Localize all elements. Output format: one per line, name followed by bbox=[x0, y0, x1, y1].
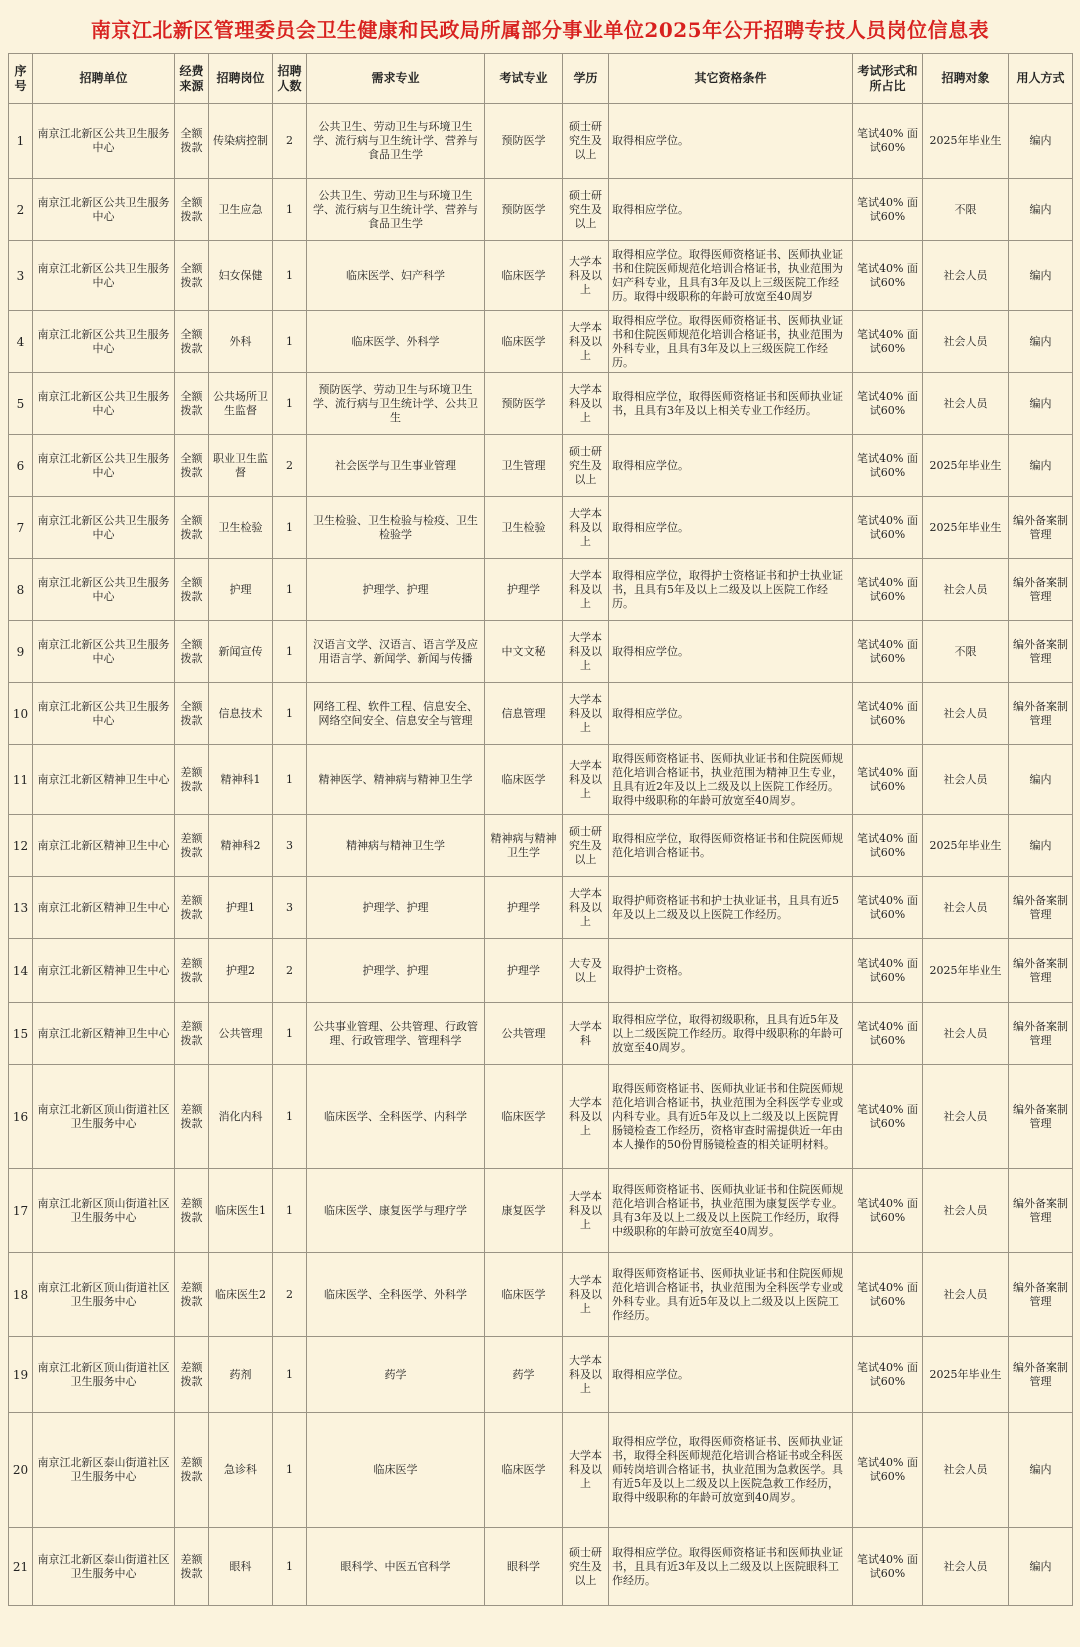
cell-major: 眼科学、中医五官科学 bbox=[307, 1528, 485, 1606]
header-cell: 考试专业 bbox=[485, 54, 563, 104]
table-row bbox=[9, 939, 1073, 1003]
cell-exam: 护理学 bbox=[485, 939, 563, 1003]
cell-cond: 取得医师资格证书、医师执业证书和住院医师规范化培训合格证书，执业范围为精神卫生专业，且具有近2年及以上二级及以上医院工作经历。取得中级职称的年龄可放宽至40周岁。 bbox=[609, 745, 853, 815]
cell-unit: 南京江北新区公共卫生服务中心 bbox=[33, 621, 175, 683]
cell-post: 公共管理 bbox=[209, 1003, 273, 1065]
header-cell: 序号 bbox=[9, 54, 33, 104]
cell-major: 社会医学与卫生事业管理 bbox=[307, 435, 485, 497]
cell-count: 1 bbox=[273, 497, 307, 559]
header-cell: 招聘岗位 bbox=[209, 54, 273, 104]
cell-cond: 取得相应学位。取得医师资格证书、医师执业证书和住院医师规范化培训合格证书，执业范围为妇产科专业，且具有3年及以上三级医院工作经历。取得中级职称的年龄可放宽至40周岁 bbox=[609, 241, 853, 311]
cell-no: 11 bbox=[9, 745, 33, 815]
cell-post: 公共场所卫生监督 bbox=[209, 373, 273, 435]
table-row bbox=[9, 683, 1073, 745]
cell-post: 临床医生2 bbox=[209, 1253, 273, 1337]
cell-target: 社会人员 bbox=[923, 877, 1009, 939]
table-row bbox=[9, 621, 1073, 683]
cell-target: 2025年毕业生 bbox=[923, 1337, 1009, 1413]
cell-post: 药剂 bbox=[209, 1337, 273, 1413]
cell-cond: 取得相应学位。 bbox=[609, 621, 853, 683]
cell-exam: 临床医学 bbox=[485, 745, 563, 815]
cell-no: 5 bbox=[9, 373, 33, 435]
cell-unit: 南京江北新区公共卫生服务中心 bbox=[33, 179, 175, 241]
cell-edu: 大学本科及以上 bbox=[563, 1169, 609, 1253]
cell-exam: 临床医学 bbox=[485, 1253, 563, 1337]
cell-mode: 编外备案制管理 bbox=[1009, 683, 1073, 745]
cell-target: 社会人员 bbox=[923, 683, 1009, 745]
cell-post: 急诊科 bbox=[209, 1413, 273, 1528]
cell-cond: 取得相应学位。 bbox=[609, 104, 853, 179]
cell-count: 1 bbox=[273, 1528, 307, 1606]
cell-mode: 编外备案制管理 bbox=[1009, 497, 1073, 559]
cell-exam: 药学 bbox=[485, 1337, 563, 1413]
cell-edu: 硕士研究生及以上 bbox=[563, 179, 609, 241]
cell-ratio: 笔试40% 面试60% bbox=[853, 1413, 923, 1528]
cell-no: 3 bbox=[9, 241, 33, 311]
table-row bbox=[9, 179, 1073, 241]
cell-post: 信息技术 bbox=[209, 683, 273, 745]
cell-unit: 南京江北新区精神卫生中心 bbox=[33, 1003, 175, 1065]
cell-exam: 临床医学 bbox=[485, 311, 563, 373]
cell-cond: 取得护士资格。 bbox=[609, 939, 853, 1003]
table-row bbox=[9, 241, 1073, 311]
cell-unit: 南京江北新区公共卫生服务中心 bbox=[33, 497, 175, 559]
recruitment-table bbox=[8, 53, 1073, 1606]
cell-target: 2025年毕业生 bbox=[923, 815, 1009, 877]
cell-funding: 差额拨款 bbox=[175, 1413, 209, 1528]
cell-post: 职业卫生监督 bbox=[209, 435, 273, 497]
cell-no: 4 bbox=[9, 311, 33, 373]
cell-major: 公共卫生、劳动卫生与环境卫生学、流行病与卫生统计学、营养与食品卫生学 bbox=[307, 179, 485, 241]
cell-major: 精神医学、精神病与精神卫生学 bbox=[307, 745, 485, 815]
cell-ratio: 笔试40% 面试60% bbox=[853, 939, 923, 1003]
cell-major: 公共卫生、劳动卫生与环境卫生学、流行病与卫生统计学、营养与食品卫生学 bbox=[307, 104, 485, 179]
cell-mode: 编内 bbox=[1009, 1528, 1073, 1606]
cell-exam: 公共管理 bbox=[485, 1003, 563, 1065]
cell-exam: 卫生管理 bbox=[485, 435, 563, 497]
cell-funding: 差额拨款 bbox=[175, 1337, 209, 1413]
cell-no: 17 bbox=[9, 1169, 33, 1253]
table-row bbox=[9, 1003, 1073, 1065]
cell-post: 护理1 bbox=[209, 877, 273, 939]
cell-ratio: 笔试40% 面试60% bbox=[853, 179, 923, 241]
cell-unit: 南京江北新区公共卫生服务中心 bbox=[33, 435, 175, 497]
cell-mode: 编内 bbox=[1009, 311, 1073, 373]
cell-cond: 取得相应学位。 bbox=[609, 179, 853, 241]
cell-unit: 南京江北新区顶山街道社区卫生服务中心 bbox=[33, 1065, 175, 1169]
header-cell: 招聘人数 bbox=[273, 54, 307, 104]
cell-unit: 南京江北新区精神卫生中心 bbox=[33, 939, 175, 1003]
cell-exam: 护理学 bbox=[485, 559, 563, 621]
cell-target: 社会人员 bbox=[923, 1169, 1009, 1253]
cell-cond: 取得相应学位。 bbox=[609, 497, 853, 559]
cell-target: 社会人员 bbox=[923, 745, 1009, 815]
cell-mode: 编外备案制管理 bbox=[1009, 939, 1073, 1003]
cell-edu: 大学本科及以上 bbox=[563, 311, 609, 373]
page-title: 南京江北新区管理委员会卫生健康和民政局所属部分事业单位2025年公开招聘专技人员岗位信息表 bbox=[90, 18, 990, 42]
cell-mode: 编内 bbox=[1009, 241, 1073, 311]
cell-cond: 取得医师资格证书、医师执业证书和住院医师规范化培训合格证书，执业范围为全科医学专业或外科专业。具有近5年及以上二级及以上医院工作经历。 bbox=[609, 1253, 853, 1337]
cell-no: 1 bbox=[9, 104, 33, 179]
cell-count: 3 bbox=[273, 877, 307, 939]
cell-exam: 临床医学 bbox=[485, 1065, 563, 1169]
cell-exam: 护理学 bbox=[485, 877, 563, 939]
cell-edu: 大学本科 bbox=[563, 1003, 609, 1065]
table-row bbox=[9, 311, 1073, 373]
cell-exam: 临床医学 bbox=[485, 241, 563, 311]
cell-mode: 编内 bbox=[1009, 815, 1073, 877]
cell-target: 社会人员 bbox=[923, 1003, 1009, 1065]
cell-edu: 大学本科及以上 bbox=[563, 1065, 609, 1169]
cell-count: 1 bbox=[273, 621, 307, 683]
cell-major: 卫生检验、卫生检验与检疫、卫生检验学 bbox=[307, 497, 485, 559]
cell-edu: 大学本科及以上 bbox=[563, 621, 609, 683]
cell-no: 6 bbox=[9, 435, 33, 497]
cell-no: 13 bbox=[9, 877, 33, 939]
cell-major: 临床医学、妇产科学 bbox=[307, 241, 485, 311]
cell-funding: 全额拨款 bbox=[175, 373, 209, 435]
cell-mode: 编外备案制管理 bbox=[1009, 1065, 1073, 1169]
cell-ratio: 笔试40% 面试60% bbox=[853, 1253, 923, 1337]
cell-ratio: 笔试40% 面试60% bbox=[853, 1065, 923, 1169]
cell-edu: 大学本科及以上 bbox=[563, 241, 609, 311]
cell-exam: 眼科学 bbox=[485, 1528, 563, 1606]
cell-post: 眼科 bbox=[209, 1528, 273, 1606]
cell-funding: 全额拨款 bbox=[175, 241, 209, 311]
cell-edu: 大学本科及以上 bbox=[563, 373, 609, 435]
cell-target: 社会人员 bbox=[923, 1528, 1009, 1606]
cell-mode: 编内 bbox=[1009, 104, 1073, 179]
cell-no: 19 bbox=[9, 1337, 33, 1413]
cell-target: 社会人员 bbox=[923, 1253, 1009, 1337]
cell-edu: 大学本科及以上 bbox=[563, 1413, 609, 1528]
cell-no: 7 bbox=[9, 497, 33, 559]
cell-cond: 取得相应学位，取得医师资格证书、医师执业证书，取得全科医师规范化培训合格证书或全科医师转岗培训合格证书，执业范围为急救医学。具有近5年及以上二级及以上医院急救工作经历，取得中级职称的年龄可放宽到40周岁。 bbox=[609, 1413, 853, 1528]
cell-count: 1 bbox=[273, 559, 307, 621]
cell-mode: 编外备案制管理 bbox=[1009, 1253, 1073, 1337]
table-row bbox=[9, 877, 1073, 939]
cell-mode: 编内 bbox=[1009, 745, 1073, 815]
cell-ratio: 笔试40% 面试60% bbox=[853, 241, 923, 311]
cell-unit: 南京江北新区公共卫生服务中心 bbox=[33, 311, 175, 373]
cell-no: 2 bbox=[9, 179, 33, 241]
cell-no: 15 bbox=[9, 1003, 33, 1065]
cell-funding: 差额拨款 bbox=[175, 815, 209, 877]
cell-unit: 南京江北新区公共卫生服务中心 bbox=[33, 559, 175, 621]
table-row bbox=[9, 815, 1073, 877]
cell-no: 8 bbox=[9, 559, 33, 621]
cell-cond: 取得相应学位，取得医师资格证书和医师执业证书，且具有3年及以上相关专业工作经历。 bbox=[609, 373, 853, 435]
cell-post: 传染病控制 bbox=[209, 104, 273, 179]
cell-post: 护理2 bbox=[209, 939, 273, 1003]
cell-unit: 南京江北新区顶山街道社区卫生服务中心 bbox=[33, 1337, 175, 1413]
cell-cond: 取得相应学位。 bbox=[609, 435, 853, 497]
cell-count: 1 bbox=[273, 1337, 307, 1413]
cell-exam: 中文文秘 bbox=[485, 621, 563, 683]
header-cell: 需求专业 bbox=[307, 54, 485, 104]
cell-funding: 差额拨款 bbox=[175, 1528, 209, 1606]
cell-post: 卫生检验 bbox=[209, 497, 273, 559]
cell-funding: 差额拨款 bbox=[175, 1169, 209, 1253]
cell-target: 不限 bbox=[923, 179, 1009, 241]
cell-mode: 编内 bbox=[1009, 179, 1073, 241]
cell-major: 临床医学、全科医学、外科学 bbox=[307, 1253, 485, 1337]
cell-cond: 取得医师资格证书、医师执业证书和住院医师规范化培训合格证书，执业范围为康复医学专业。具有3年及以上二级及以上医院工作经历，取得中级职称的年龄可放宽至40周岁。 bbox=[609, 1169, 853, 1253]
cell-unit: 南京江北新区精神卫生中心 bbox=[33, 815, 175, 877]
cell-funding: 全额拨款 bbox=[175, 621, 209, 683]
header-cell: 招聘单位 bbox=[33, 54, 175, 104]
cell-count: 3 bbox=[273, 815, 307, 877]
header-cell: 其它资格条件 bbox=[609, 54, 853, 104]
header-cell: 用人方式 bbox=[1009, 54, 1073, 104]
cell-unit: 南京江北新区公共卫生服务中心 bbox=[33, 683, 175, 745]
table-row bbox=[9, 559, 1073, 621]
cell-cond: 取得相应学位，取得护士资格证书和护士执业证书，且具有5年及以上二级及以上医院工作经历。 bbox=[609, 559, 853, 621]
cell-count: 2 bbox=[273, 435, 307, 497]
cell-no: 12 bbox=[9, 815, 33, 877]
cell-ratio: 笔试40% 面试60% bbox=[853, 373, 923, 435]
cell-cond: 取得护师资格证书和护士执业证书，且具有近5年及以上二级及以上医院工作经历。 bbox=[609, 877, 853, 939]
cell-post: 护理 bbox=[209, 559, 273, 621]
cell-funding: 全额拨款 bbox=[175, 683, 209, 745]
cell-major: 精神病与精神卫生学 bbox=[307, 815, 485, 877]
cell-edu: 大学本科及以上 bbox=[563, 745, 609, 815]
cell-funding: 全额拨款 bbox=[175, 104, 209, 179]
table-row bbox=[9, 745, 1073, 815]
cell-target: 2025年毕业生 bbox=[923, 435, 1009, 497]
cell-ratio: 笔试40% 面试60% bbox=[853, 559, 923, 621]
cell-cond: 取得医师资格证书、医师执业证书和住院医师规范化培训合格证书，执业范围为全科医学专业或内科专业。具有近5年及以上二级及以上医院胃肠镜检查工作经历，资格审查时需提供近一年由本人操作的50份胃肠镜检查的相关证明材料。 bbox=[609, 1065, 853, 1169]
cell-major: 网络工程、软件工程、信息安全、网络空间安全、信息安全与管理 bbox=[307, 683, 485, 745]
table-row bbox=[9, 1169, 1073, 1253]
cell-count: 1 bbox=[273, 373, 307, 435]
cell-count: 1 bbox=[273, 1003, 307, 1065]
cell-edu: 大专及以上 bbox=[563, 939, 609, 1003]
cell-target: 社会人员 bbox=[923, 241, 1009, 311]
cell-edu: 大学本科及以上 bbox=[563, 497, 609, 559]
cell-funding: 差额拨款 bbox=[175, 1003, 209, 1065]
cell-ratio: 笔试40% 面试60% bbox=[853, 104, 923, 179]
cell-cond: 取得相应学位。 bbox=[609, 1337, 853, 1413]
cell-major: 临床医学、康复医学与理疗学 bbox=[307, 1169, 485, 1253]
cell-unit: 南京江北新区精神卫生中心 bbox=[33, 877, 175, 939]
table-row bbox=[9, 1253, 1073, 1337]
cell-target: 不限 bbox=[923, 621, 1009, 683]
cell-mode: 编内 bbox=[1009, 373, 1073, 435]
cell-unit: 南京江北新区公共卫生服务中心 bbox=[33, 241, 175, 311]
cell-target: 2025年毕业生 bbox=[923, 497, 1009, 559]
cell-post: 精神科2 bbox=[209, 815, 273, 877]
cell-count: 2 bbox=[273, 1253, 307, 1337]
cell-post: 外科 bbox=[209, 311, 273, 373]
cell-exam: 卫生检验 bbox=[485, 497, 563, 559]
cell-unit: 南京江北新区顶山街道社区卫生服务中心 bbox=[33, 1169, 175, 1253]
cell-edu: 大学本科及以上 bbox=[563, 683, 609, 745]
cell-exam: 康复医学 bbox=[485, 1169, 563, 1253]
cell-edu: 硕士研究生及以上 bbox=[563, 1528, 609, 1606]
table-row bbox=[9, 1413, 1073, 1528]
header-cell: 经费来源 bbox=[175, 54, 209, 104]
cell-funding: 差额拨款 bbox=[175, 1065, 209, 1169]
cell-ratio: 笔试40% 面试60% bbox=[853, 1169, 923, 1253]
cell-target: 社会人员 bbox=[923, 559, 1009, 621]
cell-count: 1 bbox=[273, 1413, 307, 1528]
cell-funding: 全额拨款 bbox=[175, 497, 209, 559]
cell-funding: 全额拨款 bbox=[175, 435, 209, 497]
cell-count: 1 bbox=[273, 1169, 307, 1253]
cell-funding: 差额拨款 bbox=[175, 877, 209, 939]
cell-edu: 大学本科及以上 bbox=[563, 1253, 609, 1337]
cell-ratio: 笔试40% 面试60% bbox=[853, 621, 923, 683]
cell-edu: 大学本科及以上 bbox=[563, 1337, 609, 1413]
cell-edu: 硕士研究生及以上 bbox=[563, 435, 609, 497]
cell-count: 1 bbox=[273, 1065, 307, 1169]
table-row bbox=[9, 435, 1073, 497]
cell-count: 2 bbox=[273, 104, 307, 179]
header-cell: 学历 bbox=[563, 54, 609, 104]
cell-target: 社会人员 bbox=[923, 1413, 1009, 1528]
cell-mode: 编外备案制管理 bbox=[1009, 1337, 1073, 1413]
table-header-row bbox=[9, 54, 1073, 104]
table-body bbox=[9, 104, 1073, 1606]
cell-count: 1 bbox=[273, 311, 307, 373]
cell-edu: 大学本科及以上 bbox=[563, 559, 609, 621]
cell-unit: 南京江北新区泰山街道社区卫生服务中心 bbox=[33, 1528, 175, 1606]
cell-edu: 硕士研究生及以上 bbox=[563, 815, 609, 877]
cell-ratio: 笔试40% 面试60% bbox=[853, 815, 923, 877]
table-row bbox=[9, 497, 1073, 559]
cell-major: 药学 bbox=[307, 1337, 485, 1413]
cell-no: 16 bbox=[9, 1065, 33, 1169]
cell-mode: 编内 bbox=[1009, 435, 1073, 497]
cell-edu: 大学本科及以上 bbox=[563, 877, 609, 939]
cell-target: 2025年毕业生 bbox=[923, 939, 1009, 1003]
cell-target: 社会人员 bbox=[923, 373, 1009, 435]
cell-cond: 取得相应学位。取得医师资格证书、医师执业证书和住院医师规范化培训合格证书，执业范围为外科专业，且具有3年及以上三级医院工作经历。 bbox=[609, 311, 853, 373]
cell-count: 2 bbox=[273, 939, 307, 1003]
cell-ratio: 笔试40% 面试60% bbox=[853, 877, 923, 939]
cell-mode: 编外备案制管理 bbox=[1009, 877, 1073, 939]
cell-ratio: 笔试40% 面试60% bbox=[853, 497, 923, 559]
cell-exam: 精神病与精神卫生学 bbox=[485, 815, 563, 877]
cell-mode: 编外备案制管理 bbox=[1009, 1003, 1073, 1065]
cell-unit: 南京江北新区精神卫生中心 bbox=[33, 745, 175, 815]
cell-major: 公共事业管理、公共管理、行政管理、行政管理学、管理科学 bbox=[307, 1003, 485, 1065]
cell-no: 20 bbox=[9, 1413, 33, 1528]
table-row bbox=[9, 1337, 1073, 1413]
cell-cond: 取得相应学位，取得医师资格证书和住院医师规范化培训合格证书。 bbox=[609, 815, 853, 877]
cell-no: 9 bbox=[9, 621, 33, 683]
cell-exam: 临床医学 bbox=[485, 1413, 563, 1528]
cell-unit: 南京江北新区公共卫生服务中心 bbox=[33, 373, 175, 435]
cell-exam: 预防医学 bbox=[485, 373, 563, 435]
cell-funding: 差额拨款 bbox=[175, 1253, 209, 1337]
cell-major: 临床医学、全科医学、内科学 bbox=[307, 1065, 485, 1169]
cell-ratio: 笔试40% 面试60% bbox=[853, 1528, 923, 1606]
cell-mode: 编外备案制管理 bbox=[1009, 1169, 1073, 1253]
cell-cond: 取得相应学位。 bbox=[609, 683, 853, 745]
table-row bbox=[9, 104, 1073, 179]
cell-post: 新闻宣传 bbox=[209, 621, 273, 683]
header-cell: 考试形式和所占比 bbox=[853, 54, 923, 104]
cell-count: 1 bbox=[273, 241, 307, 311]
cell-ratio: 笔试40% 面试60% bbox=[853, 435, 923, 497]
cell-no: 18 bbox=[9, 1253, 33, 1337]
cell-exam: 信息管理 bbox=[485, 683, 563, 745]
cell-funding: 全额拨款 bbox=[175, 559, 209, 621]
cell-major: 护理学、护理 bbox=[307, 939, 485, 1003]
cell-major: 汉语言文学、汉语言、语言学及应用语言学、新闻学、新闻与传播 bbox=[307, 621, 485, 683]
cell-edu: 硕士研究生及以上 bbox=[563, 104, 609, 179]
cell-target: 2025年毕业生 bbox=[923, 104, 1009, 179]
cell-target: 社会人员 bbox=[923, 1065, 1009, 1169]
header-cell: 招聘对象 bbox=[923, 54, 1009, 104]
cell-ratio: 笔试40% 面试60% bbox=[853, 311, 923, 373]
cell-post: 临床医生1 bbox=[209, 1169, 273, 1253]
cell-funding: 全额拨款 bbox=[175, 311, 209, 373]
cell-ratio: 笔试40% 面试60% bbox=[853, 1337, 923, 1413]
cell-no: 14 bbox=[9, 939, 33, 1003]
cell-count: 1 bbox=[273, 745, 307, 815]
cell-ratio: 笔试40% 面试60% bbox=[853, 683, 923, 745]
cell-count: 1 bbox=[273, 683, 307, 745]
cell-count: 1 bbox=[273, 179, 307, 241]
cell-major: 预防医学、劳动卫生与环境卫生学、流行病与卫生统计学、公共卫生 bbox=[307, 373, 485, 435]
table-row bbox=[9, 1528, 1073, 1606]
cell-ratio: 笔试40% 面试60% bbox=[853, 1003, 923, 1065]
cell-unit: 南京江北新区泰山街道社区卫生服务中心 bbox=[33, 1413, 175, 1528]
cell-exam: 预防医学 bbox=[485, 104, 563, 179]
cell-mode: 编内 bbox=[1009, 1413, 1073, 1528]
cell-target: 社会人员 bbox=[923, 311, 1009, 373]
cell-mode: 编外备案制管理 bbox=[1009, 621, 1073, 683]
cell-funding: 差额拨款 bbox=[175, 745, 209, 815]
table-row bbox=[9, 373, 1073, 435]
cell-post: 精神科1 bbox=[209, 745, 273, 815]
cell-cond: 取得相应学位。取得医师资格证书和医师执业证书，且具有近3年及以上二级及以上医院眼科工作经历。 bbox=[609, 1528, 853, 1606]
cell-no: 10 bbox=[9, 683, 33, 745]
table-row bbox=[9, 1065, 1073, 1169]
cell-no: 21 bbox=[9, 1528, 33, 1606]
cell-funding: 全额拨款 bbox=[175, 179, 209, 241]
cell-funding: 差额拨款 bbox=[175, 939, 209, 1003]
cell-exam: 预防医学 bbox=[485, 179, 563, 241]
cell-major: 护理学、护理 bbox=[307, 877, 485, 939]
cell-major: 临床医学、外科学 bbox=[307, 311, 485, 373]
cell-post: 妇女保健 bbox=[209, 241, 273, 311]
cell-post: 消化内科 bbox=[209, 1065, 273, 1169]
cell-major: 护理学、护理 bbox=[307, 559, 485, 621]
cell-unit: 南京江北新区公共卫生服务中心 bbox=[33, 104, 175, 179]
cell-mode: 编外备案制管理 bbox=[1009, 559, 1073, 621]
cell-cond: 取得相应学位，取得初级职称，且具有近5年及以上二级医院工作经历。取得中级职称的年龄可放宽至40周岁。 bbox=[609, 1003, 853, 1065]
cell-major: 临床医学 bbox=[307, 1413, 485, 1528]
cell-post: 卫生应急 bbox=[209, 179, 273, 241]
cell-ratio: 笔试40% 面试60% bbox=[853, 745, 923, 815]
cell-unit: 南京江北新区顶山街道社区卫生服务中心 bbox=[33, 1253, 175, 1337]
